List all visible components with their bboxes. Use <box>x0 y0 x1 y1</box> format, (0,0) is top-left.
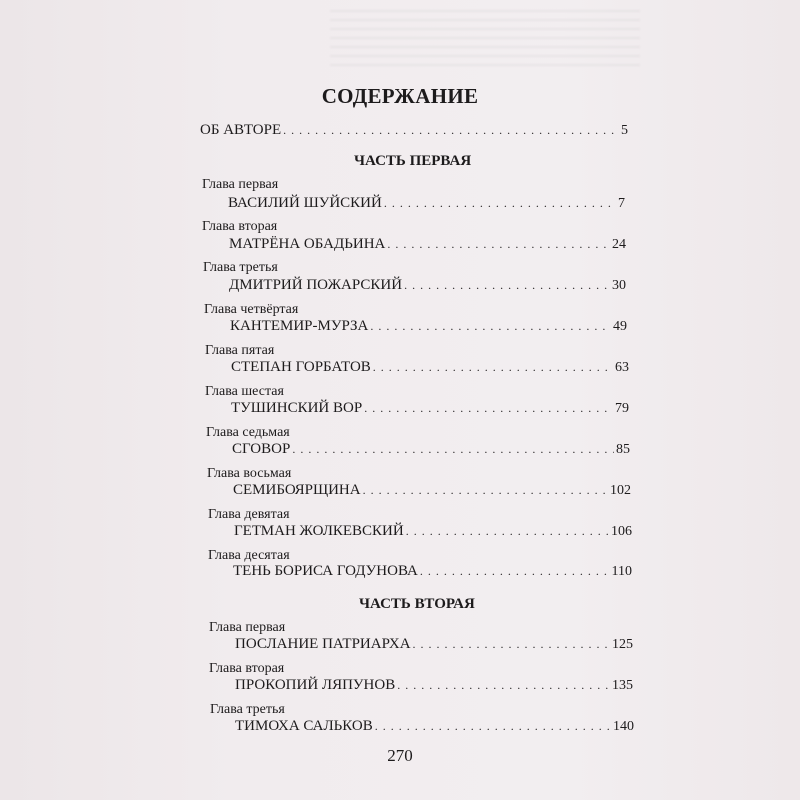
entry-page: 7 <box>618 196 625 211</box>
toc-entry <box>231 359 629 376</box>
chapter-label: Глава третья <box>210 702 285 717</box>
toc-entry <box>231 400 629 417</box>
leader-dots <box>413 637 610 652</box>
leader-dots <box>375 719 611 734</box>
leader-dots <box>292 442 614 457</box>
chapter-label: Глава вторая <box>209 661 285 676</box>
entry-title: ПРОКОПИЙ ЛЯПУНОВ <box>235 677 396 693</box>
entry-title: СГОВОР <box>232 441 291 457</box>
chapter-label: Глава первая <box>209 620 286 635</box>
entry-page: 5 <box>621 123 628 138</box>
toc-entry <box>235 636 633 653</box>
leader-dots <box>283 123 619 138</box>
toc-entry <box>228 195 625 212</box>
chapter-label: Глава пятая <box>205 343 275 358</box>
toc-entry <box>235 718 634 735</box>
entry-title: МАТРЁНА ОБАДЬИНА <box>229 236 386 252</box>
entry-title: ВАСИЛИЙ ШУЙСКИЙ <box>228 195 382 211</box>
entry-title: ГЕТМАН ЖОЛКЕВСКИЙ <box>234 523 404 539</box>
bleed-through-text <box>330 10 640 70</box>
chapter-label: Глава восьмая <box>207 466 292 481</box>
entry-title: ТУШИНСКИЙ ВОР <box>231 400 363 416</box>
leader-dots <box>384 196 616 211</box>
part-heading-1: ЧАСТЬ ПЕРВАЯ <box>354 153 472 169</box>
part-heading-2: ЧАСТЬ ВТОРАЯ <box>359 596 475 612</box>
leader-dots <box>363 483 608 498</box>
entry-title: ДМИТРИЙ ПОЖАРСКИЙ <box>229 277 403 293</box>
entry-page: 85 <box>616 442 630 457</box>
chapter-label: Глава шестая <box>205 384 284 399</box>
chapter-label: Глава третья <box>203 260 278 275</box>
leader-dots <box>397 678 610 693</box>
leader-dots <box>404 278 610 293</box>
toc-entry <box>230 318 627 335</box>
leader-dots <box>373 360 613 375</box>
entry-title: КАНТЕМИР-МУРЗА <box>230 318 369 334</box>
toc-entry <box>233 482 631 499</box>
entry-page: 135 <box>612 678 633 693</box>
entry-page: 125 <box>612 637 633 652</box>
leader-dots <box>420 564 610 579</box>
toc-entry <box>233 563 632 580</box>
entry-page: 30 <box>612 278 626 293</box>
chapter-label: Глава девятая <box>208 507 290 522</box>
chapter-label: Глава первая <box>202 177 279 192</box>
entry-title: ТИМОХА САЛЬКОВ <box>235 718 373 734</box>
entry-title: СЕМИБОЯРЩИНА <box>233 482 361 498</box>
chapter-label: Глава вторая <box>202 219 278 234</box>
toc-entry <box>229 236 626 253</box>
chapter-label: Глава десятая <box>208 548 290 563</box>
leader-dots <box>370 319 611 334</box>
toc-entry <box>234 523 632 540</box>
leader-dots <box>406 524 609 539</box>
toc-title: СОДЕРЖАНИЕ <box>321 84 479 108</box>
entry-title: ПОСЛАНИЕ ПАТРИАРХА <box>235 636 411 652</box>
toc-entry <box>235 677 633 694</box>
entry-page: 106 <box>611 524 632 539</box>
entry-page: 79 <box>615 401 629 416</box>
entry-title: ОБ АВТОРЕ <box>200 122 282 138</box>
toc-entry <box>232 441 630 458</box>
entry-page: 140 <box>613 719 634 734</box>
chapter-label: Глава четвёртая <box>204 302 299 317</box>
chapter-label: Глава седьмая <box>206 425 290 440</box>
leader-dots <box>387 237 610 252</box>
entry-page: 102 <box>610 483 631 498</box>
page-number: 270 <box>387 746 413 765</box>
toc-entry-about <box>200 122 628 139</box>
entry-page: 24 <box>612 237 626 252</box>
toc-entry <box>229 277 626 294</box>
entry-page: 63 <box>615 360 629 375</box>
entry-page: 49 <box>613 319 627 334</box>
entry-page: 110 <box>611 564 632 579</box>
leader-dots <box>364 401 613 416</box>
entry-title: ТЕНЬ БОРИСА ГОДУНОВА <box>233 563 418 579</box>
entry-title: СТЕПАН ГОРБАТОВ <box>231 359 371 375</box>
